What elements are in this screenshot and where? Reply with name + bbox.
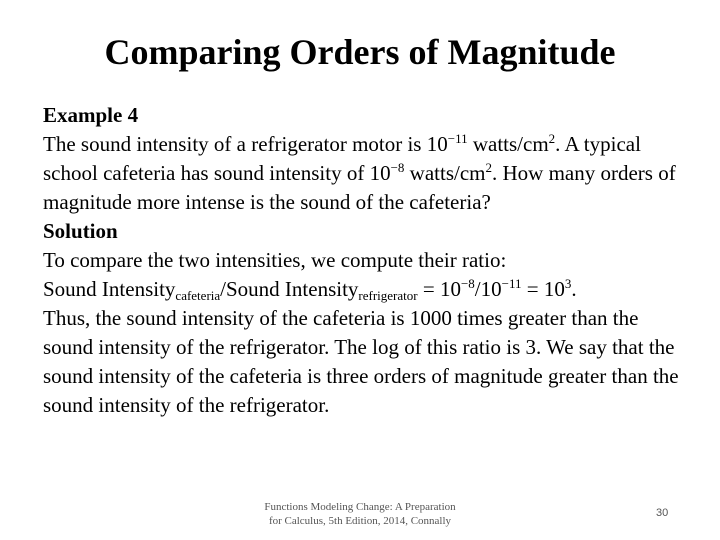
problem-text-5: . How many orders of magnitude more intense is the sound of the cafeteria? bbox=[43, 161, 676, 214]
example-heading: Example 4 bbox=[43, 103, 139, 127]
slide-title: Comparing Orders of Magnitude bbox=[104, 32, 616, 72]
problem-text-2: watts/cm bbox=[467, 132, 549, 156]
equation-numerator: Sound Intensity bbox=[43, 277, 176, 301]
problem-square-1: 2 bbox=[548, 131, 556, 146]
problem-exponent-1: −11 bbox=[447, 131, 468, 146]
problem-text-4: watts/cm bbox=[404, 161, 486, 185]
conclusion-text: Thus, the sound intensity of the cafeteria is 1000 times greater than the sound intensity of the refrigerator. The log of this ratio is 3. We say that the sound intensity of the cafeteria is three orders of magnitude greater than the sound intensity of the refrigerator. bbox=[43, 306, 679, 417]
slide-body bbox=[43, 101, 683, 420]
equation-denominator: /Sound Intensity bbox=[220, 277, 359, 301]
equation-equals-1: = 10 bbox=[417, 277, 461, 301]
footer-citation bbox=[230, 500, 490, 528]
equation-exponent-3: 3 bbox=[564, 276, 572, 291]
equation-divide: /10 bbox=[474, 277, 502, 301]
problem-text-3: . A typical school cafeteria has sound intensity of 10 bbox=[43, 132, 641, 185]
solution-heading: Solution bbox=[43, 219, 118, 243]
solution-intro: To compare the two intensities, we compute their ratio: bbox=[43, 248, 507, 272]
equation-exponent-1: −8 bbox=[460, 276, 475, 291]
equation-equals-2: = 10 bbox=[521, 277, 565, 301]
ratio-equation bbox=[43, 275, 683, 304]
problem-square-2: 2 bbox=[485, 160, 492, 175]
equation-exponent-2: −11 bbox=[501, 276, 522, 291]
equation-subscript-cafeteria: cafeteria bbox=[175, 288, 221, 303]
page-number: 30 bbox=[656, 507, 669, 519]
equation-subscript-refrigerator: refrigerator bbox=[358, 288, 418, 303]
equation-period: . bbox=[571, 277, 577, 301]
problem-exponent-2: −8 bbox=[390, 160, 405, 175]
footer-line-1: Functions Modeling Change: A Preparation bbox=[264, 501, 456, 513]
problem-text-1: The sound intensity of a refrigerator motor is 10 bbox=[43, 132, 448, 156]
footer-line-2: for Calculus, 5th Edition, 2014, Connally bbox=[268, 515, 452, 527]
problem-statement bbox=[43, 130, 683, 217]
